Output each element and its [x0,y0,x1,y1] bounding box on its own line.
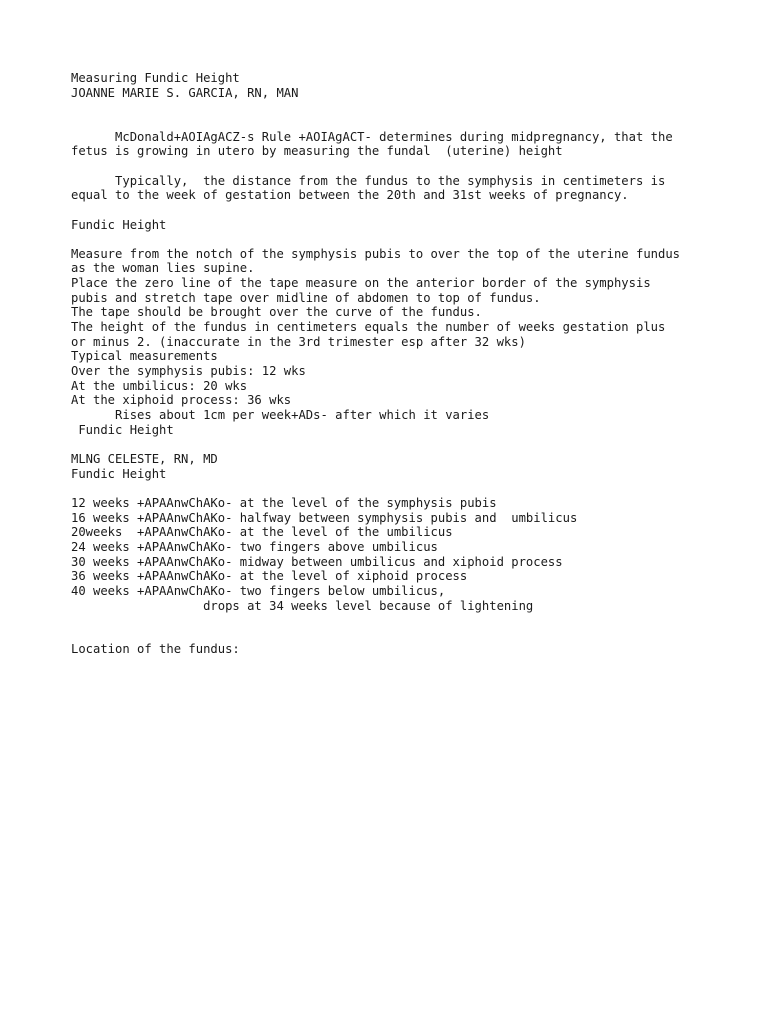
measurement-line: Over the symphysis pubis: 12 wks [71,364,306,379]
paragraph-line: equal to the week of gestation between the 20th and 31st weeks of pregnancy. [71,188,629,203]
paragraph-line: pubis and stretch tape over midline of abdomen to top of fundus. [71,290,541,305]
weeks-list-item: drops at 34 weeks level because of lightening [71,598,534,613]
blank-line [71,481,741,496]
section-heading: Fundic Height [71,422,174,437]
paragraph-line: The tape should be brought over the curve of the fundus. [71,305,482,320]
paragraph-line: Typical measurements [71,349,218,364]
weeks-list-item: 30 weeks +APAAnwChAKo- midway between umbilicus and xiphoid process [71,554,563,569]
paragraph-line: or minus 2. (inaccurate in the 3rd trimester esp after 32 wks) [71,334,526,349]
document-author: JOANNE MARIE S. GARCIA, RN, MAN [71,85,299,100]
blank-line [71,437,741,452]
blank-line [71,628,741,643]
document-title: Measuring Fundic Height [71,71,240,85]
paragraph-line: McDonald+AOIAgACZ-s Rule +AOIAgACT- determines during midpregnancy, that the [71,129,673,144]
weeks-list-item: 20weeks +APAAnwChAKo- at the level of the umbilicus [71,525,453,540]
paragraph-line: Typically, the distance from the fundus to the symphysis in centimeters is [71,173,666,188]
paragraph-line: Rises about 1cm per week+ADs- after which it varies [71,408,490,423]
paragraph-line: Place the zero line of the tape measure on the anterior border of the symphysis [71,276,651,291]
section-heading: Location of the fundus: [71,642,240,657]
weeks-list-item: 40 weeks +APAAnwChAKo- two fingers below umbilicus, [71,583,446,598]
blank-line [71,203,741,218]
blank-line [71,100,741,115]
measurement-line: At the xiphoid process: 36 wks [71,393,292,408]
weeks-list-item: 16 weeks +APAAnwChAKo- halfway between symphysis pubis and umbilicus [71,510,578,525]
paragraph-line: The height of the fundus in centimeters equals the number of weeks gestation plus [71,320,666,335]
blank-line [71,115,741,130]
document-author: MLNG CELESTE, RN, MD [71,451,218,466]
document-page [71,71,741,657]
blank-line [71,613,741,628]
blank-line [71,159,741,174]
section-heading: Fundic Height [71,466,167,481]
weeks-list-item: 24 weeks +APAAnwChAKo- two fingers above umbilicus [71,539,438,554]
paragraph-line: as the woman lies supine. [71,261,255,276]
paragraph-line: Measure from the notch of the symphysis pubis to over the top of the uterine fundus [71,246,681,261]
paragraph-line: fetus is growing in utero by measuring the fundal (uterine) height [71,144,563,159]
blank-line [71,232,741,247]
weeks-list-item: 36 weeks +APAAnwChAKo- at the level of xiphoid process [71,569,468,584]
section-heading: Fundic Height [71,217,167,232]
measurement-line: At the umbilicus: 20 wks [71,378,248,393]
weeks-list-item: 12 weeks +APAAnwChAKo- at the level of the symphysis pubis [71,495,497,510]
